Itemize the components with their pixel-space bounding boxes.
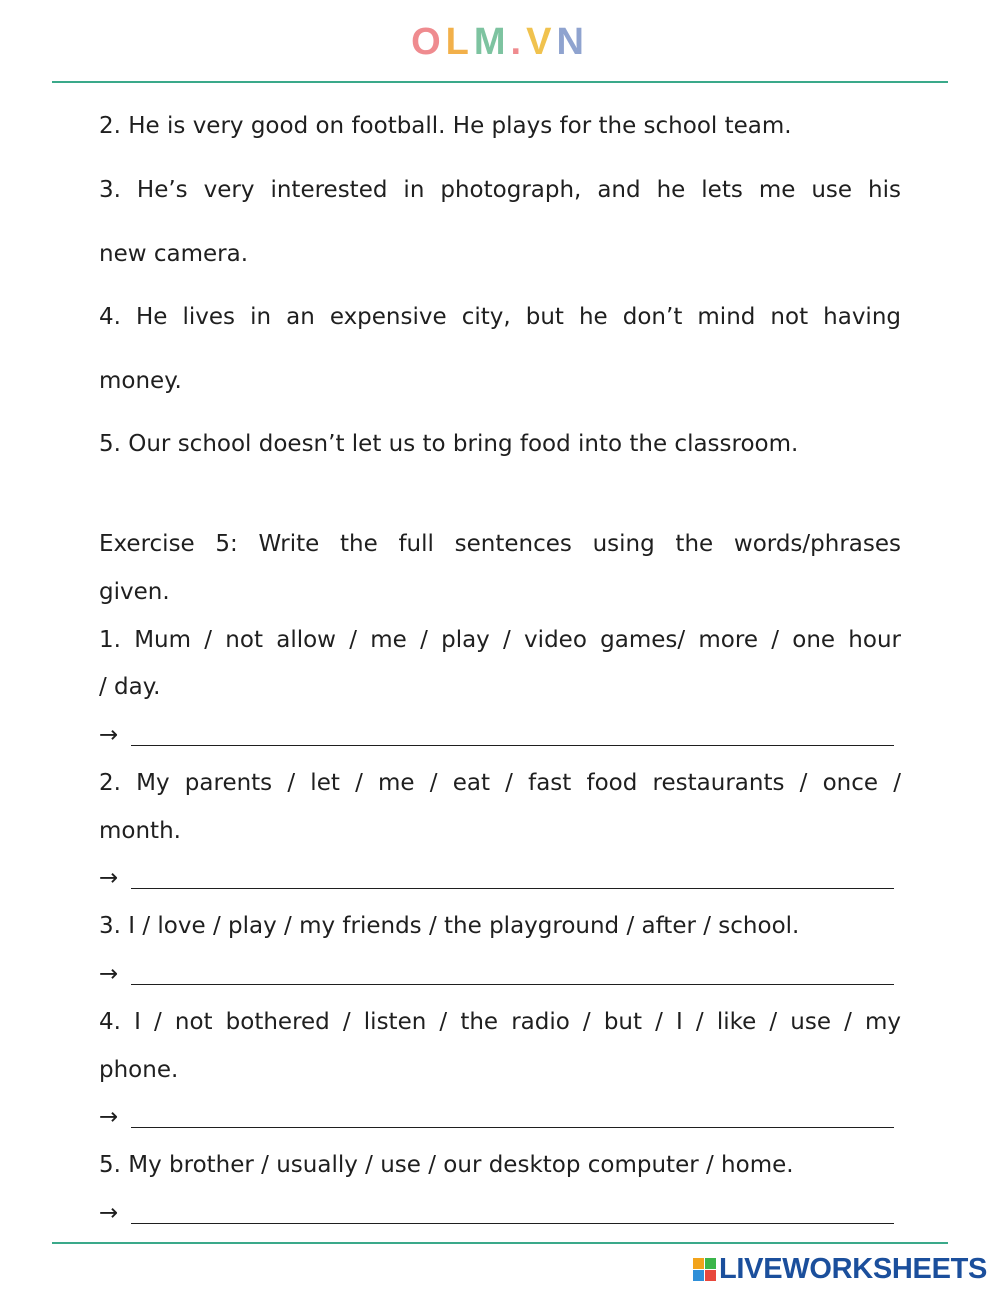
answer-line-3[interactable] [99, 960, 894, 988]
liveworksheets-wordmark: LIVEWORKSHEETS [719, 1252, 988, 1285]
answer-line-1[interactable] [99, 721, 894, 749]
sentence-5: 5. Our school doesn’t let us to bring food into the classroom. [99, 431, 799, 457]
arrow-icon: → [99, 722, 119, 748]
logo-letter: O [411, 21, 446, 63]
answer-line-2[interactable] [99, 864, 894, 892]
answer-blank[interactable] [131, 1207, 894, 1224]
answer-blank[interactable] [131, 729, 894, 746]
exercise-5-title-line-1: Exercise 5: Write the full sentences using the words/phrases [99, 531, 901, 557]
sentence-4-line-1: 4. He lives in an expensive city, but he don’t mind not having [99, 304, 901, 330]
prompt-4-line-2: phone. [99, 1057, 179, 1083]
prompt-5: 5. My brother / usually / use / our desktop computer / home. [99, 1152, 794, 1178]
logo-letter: M [473, 21, 511, 63]
arrow-icon: → [99, 1104, 119, 1130]
arrow-icon: → [99, 865, 119, 891]
olm-logo [0, 22, 1000, 62]
logo-letter: V [526, 21, 557, 63]
answer-blank[interactable] [131, 872, 894, 889]
header-divider [52, 81, 948, 83]
liveworksheets-logo-icon [693, 1258, 716, 1281]
prompt-2-line-2: month. [99, 818, 181, 844]
sentence-2: 2. He is very good on football. He plays for the school team. [99, 113, 792, 139]
prompt-3: 3. I / love / play / my friends / the playground / after / school. [99, 913, 800, 939]
sentence-3-line-1: 3. He’s very interested in photograph, and he lets me use his [99, 177, 901, 203]
footer-divider [52, 1242, 948, 1244]
sentence-3-line-2: new camera. [99, 241, 249, 267]
answer-line-5[interactable] [99, 1199, 894, 1227]
exercise-5-title-line-2: given. [99, 579, 170, 605]
arrow-icon: → [99, 961, 119, 987]
arrow-icon: → [99, 1200, 119, 1226]
prompt-4-line-1: 4. I / not bothered / listen / the radio / but / I / like / use / my [99, 1009, 901, 1035]
logo-letter: N [556, 21, 589, 63]
prompt-1-line-2: / day. [99, 674, 161, 700]
answer-blank[interactable] [131, 1111, 894, 1128]
liveworksheets-brand [693, 1252, 987, 1286]
prompt-1-line-1: 1. Mum / not allow / me / play / video games/ more / one hour [99, 627, 901, 653]
prompt-2-line-1: 2. My parents / let / me / eat / fast food restaurants / once / [99, 770, 901, 796]
answer-line-4[interactable] [99, 1103, 894, 1131]
logo-letter: . [510, 21, 527, 63]
logo-letter: L [445, 21, 474, 63]
sentence-4-line-2: money. [99, 368, 182, 394]
answer-blank[interactable] [131, 968, 894, 985]
